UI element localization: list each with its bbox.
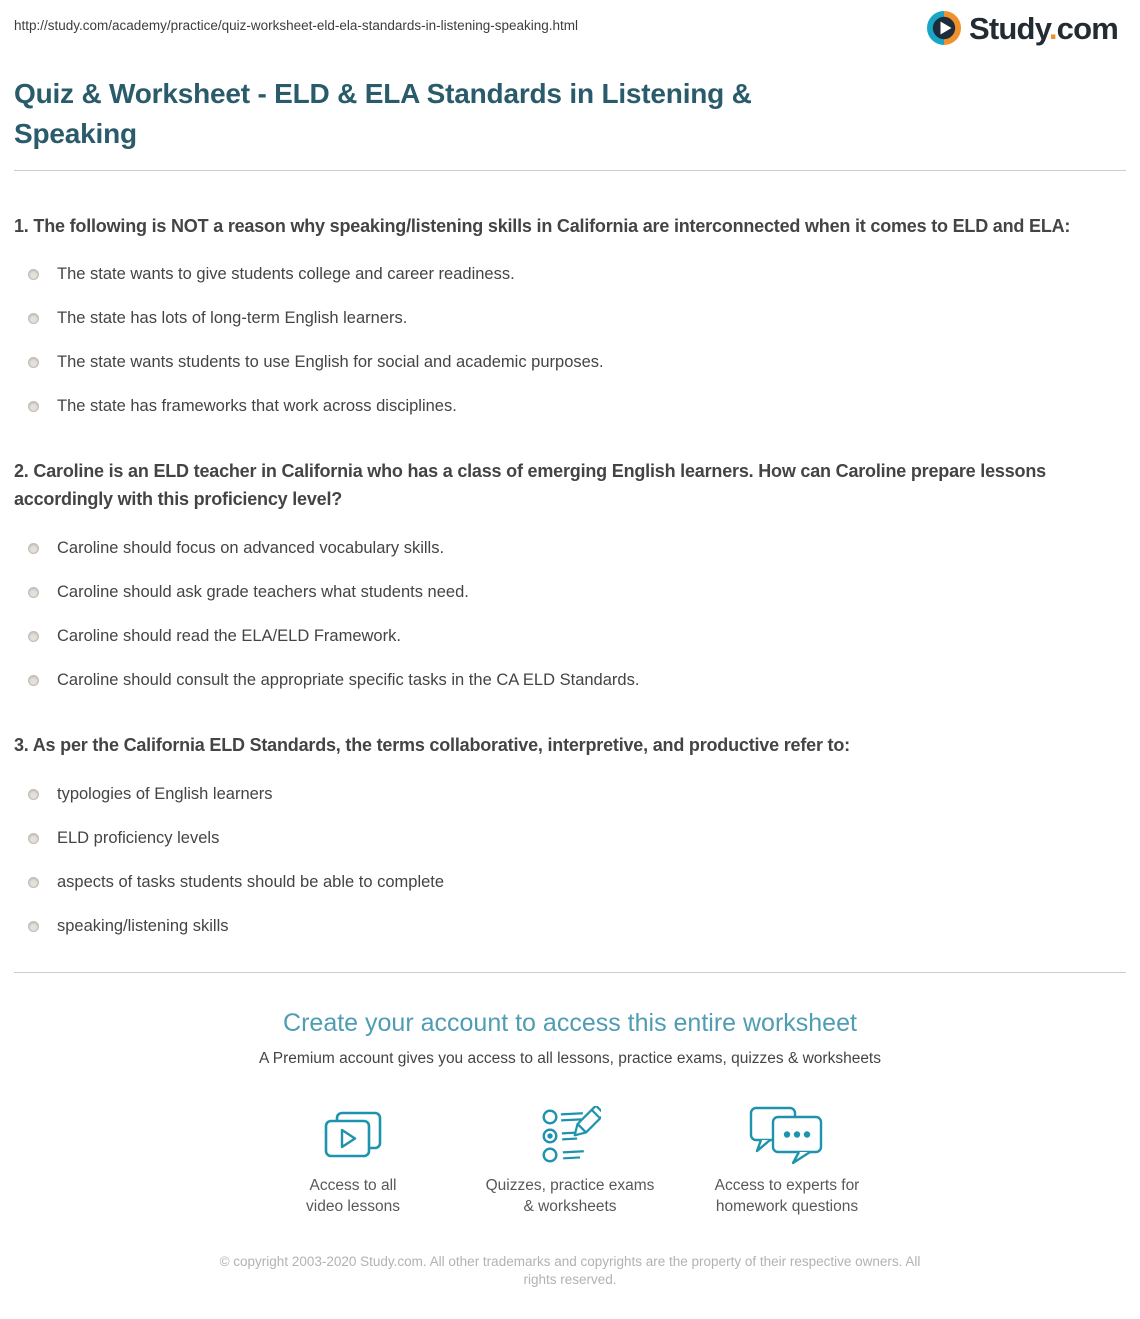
feature-label-line: Access to experts for bbox=[714, 1177, 860, 1195]
question-2-option-1[interactable] bbox=[14, 539, 1126, 558]
radio-button[interactable] bbox=[28, 833, 39, 844]
option-label: The state wants students to use English for social and academic purposes. bbox=[57, 353, 604, 372]
question-1-option-1[interactable] bbox=[14, 265, 1126, 284]
title-divider bbox=[14, 170, 1126, 171]
radio-button[interactable] bbox=[28, 789, 39, 800]
page-url: http://study.com/academy/practice/quiz-worksheet-eld-ela-standards-in-listening-speaking.html bbox=[14, 18, 579, 33]
option-label: The state has lots of long-term English learners. bbox=[57, 309, 408, 328]
option-label: Caroline should consult the appropriate specific tasks in the CA ELD Standards. bbox=[57, 671, 640, 690]
quizzes-worksheets-icon bbox=[539, 1106, 601, 1166]
question-1-option-3[interactable] bbox=[14, 353, 1126, 372]
radio-button[interactable] bbox=[28, 543, 39, 554]
radio-button[interactable] bbox=[28, 313, 39, 324]
question-3-option-2[interactable] bbox=[14, 829, 1126, 848]
video-lessons-icon bbox=[322, 1106, 384, 1166]
cta-section bbox=[14, 972, 1126, 1217]
feature-row bbox=[14, 1106, 1126, 1217]
feature-label-line: video lessons bbox=[306, 1197, 400, 1215]
option-label: Caroline should focus on advanced vocabulary skills. bbox=[57, 539, 445, 558]
feature-label-line: Quizzes, practice exams bbox=[485, 1177, 655, 1195]
question-3-text: 3. As per the California ELD Standards, the terms collaborative, interpretive, and productive refer to: bbox=[14, 735, 850, 756]
feature-label-line: Access to all bbox=[309, 1177, 397, 1195]
studycom-logo[interactable] bbox=[926, 10, 1126, 46]
quiz-body bbox=[14, 213, 1126, 937]
question-2 bbox=[14, 458, 1126, 690]
feature-label-line: homework questions bbox=[715, 1197, 859, 1215]
logo-study-text: Study bbox=[969, 10, 1049, 46]
feature-video-lessons bbox=[245, 1106, 462, 1217]
feature-homework-experts bbox=[679, 1106, 896, 1217]
option-label: aspects of tasks students should be able to complete bbox=[57, 873, 445, 892]
radio-button[interactable] bbox=[28, 877, 39, 888]
radio-button[interactable] bbox=[28, 921, 39, 932]
option-label: The state wants to give students college and career readiness. bbox=[57, 265, 515, 284]
question-2-text: 2. Caroline is an ELD teacher in California who has a class of emerging English learners. How can Caroline prepare lessons accordingly with this proficiency level? bbox=[14, 461, 1046, 510]
feature-label-line: & worksheets bbox=[523, 1197, 617, 1215]
page-title: Quiz & Worksheet - ELD & ELA Standards in Listening & Speaking bbox=[14, 78, 752, 149]
cta-heading: Create your account to access this entire worksheet bbox=[283, 1009, 857, 1038]
feature-label bbox=[486, 1176, 655, 1217]
copyright-text: © copyright 2003-2020 Study.com. All other trademarks and copyrights are the property of their respective owners. All rights reserved. bbox=[219, 1253, 921, 1288]
experts-chat-icon bbox=[749, 1106, 825, 1166]
question-3-option-1[interactable] bbox=[14, 785, 1126, 804]
question-1 bbox=[14, 213, 1126, 417]
option-label: speaking/listening skills bbox=[57, 917, 229, 936]
option-label: ELD proficiency levels bbox=[57, 829, 220, 848]
logo-com-text: com bbox=[1056, 10, 1118, 46]
feature-label bbox=[306, 1176, 400, 1217]
feature-label bbox=[715, 1176, 860, 1217]
footer bbox=[14, 1253, 1126, 1319]
radio-button[interactable] bbox=[28, 269, 39, 280]
option-label: typologies of English learners bbox=[57, 785, 273, 804]
option-label: Caroline should read the ELA/ELD Framework. bbox=[57, 627, 401, 646]
question-2-option-3[interactable] bbox=[14, 627, 1126, 646]
option-label: The state has frameworks that work across disciplines. bbox=[57, 397, 457, 416]
question-1-option-4[interactable] bbox=[14, 397, 1126, 416]
question-1-text: 1. The following is NOT a reason why speaking/listening skills in California are interconnected when it comes to ELD and ELA: bbox=[14, 215, 1071, 236]
logo-dot-text: . bbox=[1048, 10, 1057, 46]
question-2-option-2[interactable] bbox=[14, 583, 1126, 602]
question-3-option-3[interactable] bbox=[14, 873, 1126, 892]
radio-button[interactable] bbox=[28, 631, 39, 642]
option-label: Caroline should ask grade teachers what students need. bbox=[57, 583, 469, 602]
studycom-logo-text bbox=[969, 10, 1118, 46]
cta-subheading: A Premium account gives you access to all lessons, practice exams, quizzes & worksheets bbox=[259, 1050, 881, 1068]
radio-button[interactable] bbox=[28, 675, 39, 686]
question-2-option-4[interactable] bbox=[14, 671, 1126, 690]
question-3 bbox=[14, 732, 1126, 936]
question-3-option-4[interactable] bbox=[14, 917, 1126, 936]
feature-quizzes-worksheets bbox=[462, 1106, 679, 1217]
play-circle-logo-icon bbox=[926, 10, 962, 46]
radio-button[interactable] bbox=[28, 357, 39, 368]
header bbox=[14, 0, 1126, 46]
radio-button[interactable] bbox=[28, 401, 39, 412]
question-1-option-2[interactable] bbox=[14, 309, 1126, 328]
radio-button[interactable] bbox=[28, 587, 39, 598]
